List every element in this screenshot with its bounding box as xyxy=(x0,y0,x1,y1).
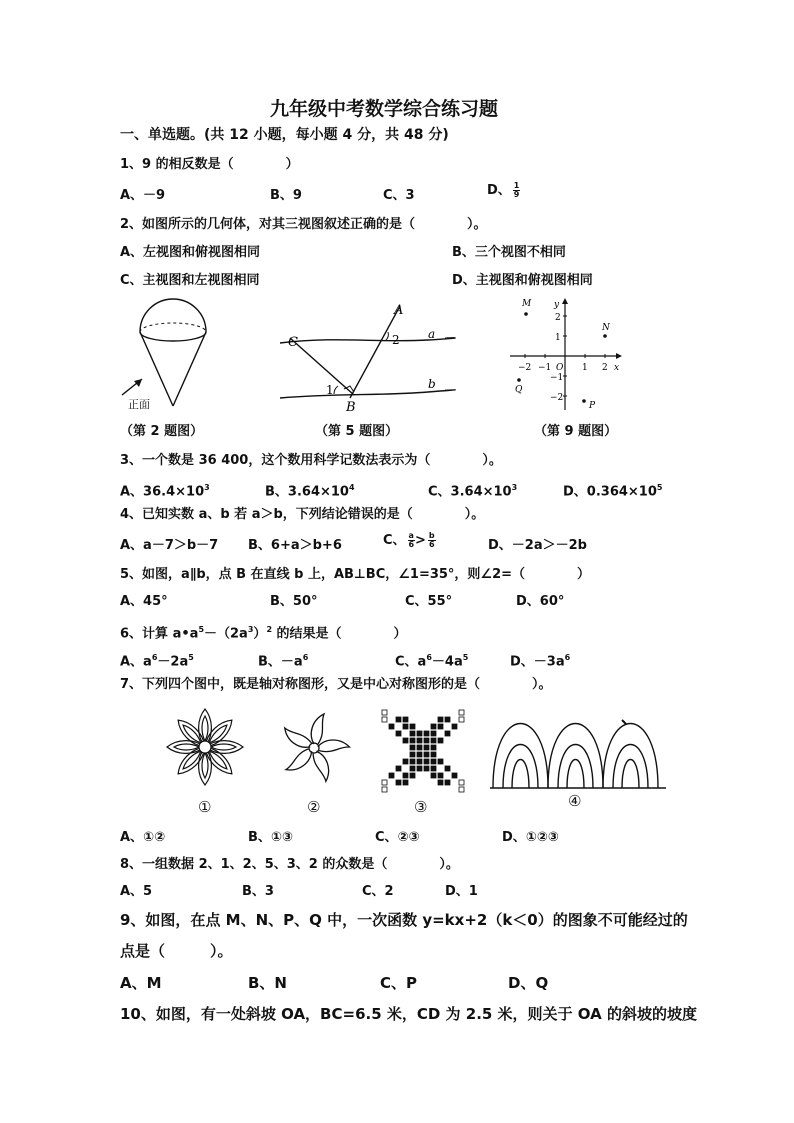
xtick-neg2: −2 xyxy=(518,363,532,373)
q8-option-c: C、2 xyxy=(362,884,394,899)
pixel-cell xyxy=(445,731,450,736)
q7-option-b: B、①③ xyxy=(248,830,293,845)
label-b: b xyxy=(428,377,436,391)
pixel-cell xyxy=(396,731,401,736)
fig7-label-1: ① xyxy=(198,798,212,816)
q6-option-c: C、$a^6-4a^5$ xyxy=(395,653,469,670)
page-title: 九年级中考数学综合练习题 xyxy=(270,98,499,120)
pixel-cell xyxy=(389,773,394,778)
pixel-cell xyxy=(431,773,436,778)
figure-pinwheel xyxy=(270,708,360,793)
pixel-cell xyxy=(438,738,443,743)
pixel-cell xyxy=(445,766,450,771)
ytick-2: 2 xyxy=(555,313,561,323)
pixel-cell xyxy=(459,710,464,715)
question-10-line1: 10、如图，有一处斜坡 OA，BC=6.5 米，CD 为 2.5 米，则关于 OA 的斜坡的坡度 xyxy=(120,1005,697,1023)
pixel-cell xyxy=(452,773,457,778)
question-8: 8、一组数据 2、1、2、5、3、2 的众数是（ ）。 xyxy=(120,857,459,872)
pixel-cell xyxy=(459,717,464,722)
q2-option-b: B、三个视图不相同 xyxy=(452,245,566,260)
q1-option-d: D、 $\frac{1}{9}$ xyxy=(487,181,520,199)
pixel-cell xyxy=(438,773,443,778)
x-axis-label: x xyxy=(614,363,620,373)
ytick-neg1: −1 xyxy=(550,373,564,383)
label-angle-2: 2 xyxy=(392,333,400,347)
pixel-cell xyxy=(396,766,401,771)
origin-label: O xyxy=(556,363,564,373)
pixel-cell xyxy=(396,780,401,785)
pixel-cell xyxy=(403,724,408,729)
figure-parallel-lines xyxy=(278,300,448,415)
q2-option-a: A、左视图和俯视图相同 xyxy=(120,245,261,260)
q1-option-c: C、3 xyxy=(383,188,415,203)
pixel-cell xyxy=(417,766,422,771)
pixel-cell xyxy=(438,780,443,785)
pixel-cell xyxy=(431,759,436,764)
pixel-cell xyxy=(403,738,408,743)
q5-option-c: C、55° xyxy=(405,594,453,609)
y-axis-label: y xyxy=(554,300,560,310)
pixel-cell xyxy=(438,724,443,729)
pixel-cell xyxy=(396,717,401,722)
q8-option-a: A、5 xyxy=(120,884,153,899)
ytick-neg2: −2 xyxy=(550,393,564,403)
pixel-cell xyxy=(382,780,387,785)
pixel-cell xyxy=(431,752,436,757)
fraction: $\frac{b}{6}$ xyxy=(428,531,435,549)
figure-eight-petal-flower xyxy=(165,705,245,795)
q4-option-c: C、 $\frac{a}{6}$ > $\frac{b}{6}$ xyxy=(383,531,435,549)
ytick-1: 1 xyxy=(555,333,561,343)
pixel-cell xyxy=(438,717,443,722)
q3-option-b: B、$3.64\times 10^4$ xyxy=(265,483,355,500)
q7-option-a: A、①② xyxy=(120,830,166,845)
caption-fig5: （第 5 题图） xyxy=(315,424,399,439)
pixel-cell xyxy=(403,773,408,778)
caption-fig9: （第 9 题图） xyxy=(534,424,618,439)
pixel-cell xyxy=(410,738,415,743)
q1-option-a: A、－9 xyxy=(120,188,166,203)
pixel-cell xyxy=(403,780,408,785)
question-5: 5、如图，a∥b，点 B 在直线 b 上，AB⊥BC，∠1=35°，则∠2=（ ） xyxy=(120,567,591,582)
q4-option-b: B、6+a＞b+6 xyxy=(248,538,342,553)
q9-option-b: B、N xyxy=(248,974,287,992)
pixel-cell xyxy=(417,731,422,736)
q2-option-c: C、主视图和左视图相同 xyxy=(120,273,260,288)
pixel-cell xyxy=(382,717,387,722)
question-1: 1、9 的相反数是（ ） xyxy=(120,157,299,172)
pixel-cell xyxy=(459,780,464,785)
question-9-line1: 9、如图，在点 M、N、P、Q 中，一次函数 y=kx+2（k＜0）的图象不可能经过的 xyxy=(120,911,688,929)
pixel-cell xyxy=(410,759,415,764)
fraction: $\frac{1}{9}$ xyxy=(513,181,520,199)
q3-option-d: D、$0.364\times 10^5$ xyxy=(563,483,663,500)
xtick-1: 1 xyxy=(582,363,588,373)
pixel-cell xyxy=(431,738,436,743)
fig7-label-3: ③ xyxy=(414,798,428,816)
q9-option-c: C、P xyxy=(380,974,418,992)
q5-option-b: B、50° xyxy=(270,594,318,609)
pixel-cell xyxy=(410,724,415,729)
pixel-cell xyxy=(403,717,408,722)
pixel-cell xyxy=(424,738,429,743)
q7-option-c: C、②③ xyxy=(375,830,420,845)
q8-option-b: B、3 xyxy=(242,884,274,899)
q5-option-a: A、45° xyxy=(120,594,168,609)
xtick-neg1: −1 xyxy=(538,363,552,373)
pixel-cell xyxy=(424,752,429,757)
q9-option-a: A、M xyxy=(120,974,162,992)
pixel-cell xyxy=(410,766,415,771)
pixel-cell xyxy=(431,724,436,729)
label-A: A xyxy=(394,303,404,318)
front-label: 正面 xyxy=(128,398,150,411)
figure-nested-arches xyxy=(488,700,668,795)
question-9-line2: 点是（ ）。 xyxy=(120,942,233,960)
pixel-cell xyxy=(410,731,415,736)
pixel-cell xyxy=(431,731,436,736)
pixel-cell xyxy=(431,766,436,771)
q8-option-d: D、1 xyxy=(445,884,478,899)
question-4: 4、已知实数 a、b 若 a＞b，下列结论错误的是（ ）。 xyxy=(120,507,485,522)
pixel-cell xyxy=(417,759,422,764)
pixel-cell xyxy=(410,773,415,778)
q4-option-d: D、－2a＞－2b xyxy=(488,538,587,553)
pixel-cell xyxy=(389,724,394,729)
label-B: B xyxy=(346,400,356,415)
q3-option-a: A、$36.4\times 10^3$ xyxy=(120,483,210,500)
point-N: N xyxy=(602,323,610,333)
pixel-cell xyxy=(410,752,415,757)
q4-option-a: A、a－7＞b－7 xyxy=(120,538,219,553)
q2-option-d: D、主视图和俯视图相同 xyxy=(452,273,593,288)
pixel-cell xyxy=(403,759,408,764)
xtick-2: 2 xyxy=(602,363,608,373)
point-P: P xyxy=(589,401,596,411)
q6-option-a: A、$a^6-2a^5$ xyxy=(120,653,194,670)
pixel-cell xyxy=(445,780,450,785)
question-2: 2、如图所示的几何体，对其三视图叙述正确的是（ ）。 xyxy=(120,217,487,232)
pixel-cell xyxy=(382,710,387,715)
q5-option-d: D、60° xyxy=(516,594,565,609)
pixel-cell xyxy=(424,759,429,764)
label-a: a xyxy=(428,327,436,341)
q3-option-c: C、$3.64\times 10^3$ xyxy=(428,483,518,500)
q1-option-b: B、9 xyxy=(270,188,302,203)
section-heading: 一、单选题。(共 12 小题，每小题 4 分，共 48 分) xyxy=(120,127,449,143)
pixel-cell xyxy=(438,759,443,764)
fig7-label-2: ② xyxy=(307,798,321,816)
pixel-cell xyxy=(424,766,429,771)
question-7: 7、下列四个图中，既是轴对称图形，又是中心对称图形的是（ ）。 xyxy=(120,677,552,692)
pixel-cell xyxy=(417,752,422,757)
question-6: 6、计算 $a•a^5-(2a^3)^2$ 的结果是（ ） xyxy=(120,625,407,642)
fig7-label-4: ④ xyxy=(568,792,582,810)
point-M: M xyxy=(522,299,532,309)
pixel-cell xyxy=(431,745,436,750)
figure-pixel-pattern xyxy=(380,708,470,794)
label-C: C xyxy=(288,335,298,350)
pixel-cell xyxy=(424,731,429,736)
pixel-cell xyxy=(424,745,429,750)
q7-option-d: D、①②③ xyxy=(502,830,559,845)
q9-option-d: D、Q xyxy=(508,974,549,992)
pixel-cell xyxy=(459,787,464,792)
caption-fig2: （第 2 题图） xyxy=(120,424,204,439)
pixel-cell xyxy=(452,724,457,729)
question-3: 3、一个数是 36 400，这个数用科学记数法表示为（ ）。 xyxy=(120,453,502,468)
label-angle-1: 1 xyxy=(326,383,334,397)
pixel-cell xyxy=(417,745,422,750)
figure-coordinate-plane xyxy=(508,296,628,416)
pixel-cell xyxy=(417,738,422,743)
pixel-cell xyxy=(410,745,415,750)
pixel-cell xyxy=(445,717,450,722)
point-Q: Q xyxy=(515,385,523,395)
fraction: $\frac{a}{6}$ xyxy=(408,531,415,549)
q6-option-b: B、$-a^6$ xyxy=(258,653,309,670)
q6-option-d: D、$-3a^6$ xyxy=(510,653,571,670)
pixel-cell xyxy=(382,787,387,792)
